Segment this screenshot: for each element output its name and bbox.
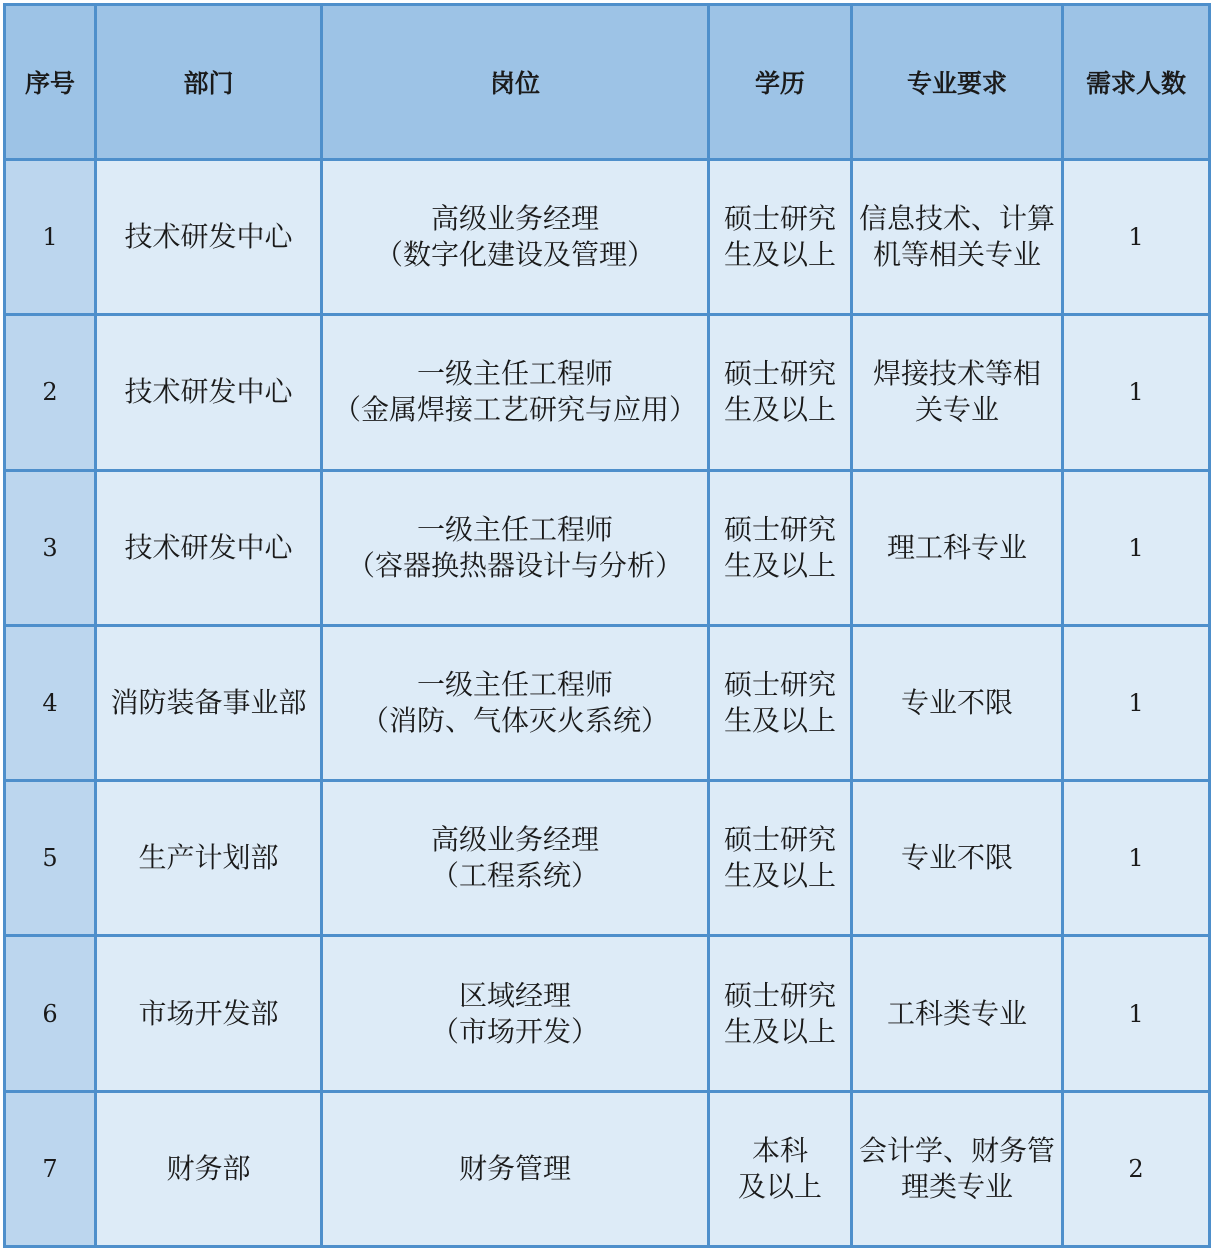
position-title: 财务管理 [458,1151,571,1185]
cell-department: 财务部 [96,1091,322,1246]
education-line-2: 生及以上 [723,703,836,737]
major-line-1: 专业不限 [900,685,1013,719]
cell-count: 1 [1063,936,1210,1091]
education-line-1: 本科 [751,1133,808,1167]
major-line-1: 工科类专业 [886,996,1027,1030]
major-line-2: 关专业 [914,393,999,427]
table-header-row [5,5,1210,160]
cell-position [322,936,709,1091]
cell-index: 7 [5,1091,96,1246]
education-line-2: 生及以上 [723,393,836,427]
major-line-2: 机等相关专业 [872,238,1041,272]
table-row [5,1091,1210,1246]
cell-count: 2 [1063,1091,1210,1246]
major-line-1: 理工科专业 [886,530,1027,564]
recruitment-table [3,3,1211,1248]
cell-department: 消防装备事业部 [96,625,322,780]
cell-index: 4 [5,625,96,780]
cell-department: 技术研发中心 [96,160,322,315]
cell-department: 技术研发中心 [96,315,322,470]
header-position: 岗位 [322,5,709,160]
major-line-1: 焊接技术等相 [872,357,1041,391]
position-title: 高级业务经理 [430,823,599,857]
cell-education [709,936,852,1091]
education-line-1: 硕士研究 [723,357,836,391]
header-department: 部门 [96,5,322,160]
header-education: 学历 [709,5,852,160]
cell-index: 5 [5,781,96,936]
major-line-1: 会计学、财务管 [858,1133,1055,1167]
position-title: 一级主任工程师 [416,667,613,701]
cell-position [322,470,709,625]
cell-education [709,781,852,936]
cell-position [322,625,709,780]
cell-count: 1 [1063,315,1210,470]
cell-education [709,315,852,470]
education-line-2: 生及以上 [723,859,836,893]
table-row [5,470,1210,625]
position-detail: （容器换热器设计与分析） [346,548,683,582]
position-title: 一级主任工程师 [416,512,613,546]
cell-count: 1 [1063,160,1210,315]
education-line-2: 生及以上 [723,238,836,272]
education-line-1: 硕士研究 [723,667,836,701]
position-detail: （数字化建设及管理） [374,238,655,272]
position-detail: （消防、气体灭火系统） [360,703,669,737]
cell-position [322,781,709,936]
cell-major [852,470,1063,625]
cell-department: 技术研发中心 [96,470,322,625]
cell-count: 1 [1063,781,1210,936]
cell-major [852,315,1063,470]
major-line-2: 理类专业 [900,1169,1013,1203]
cell-department: 市场开发部 [96,936,322,1091]
cell-education [709,625,852,780]
table-row [5,160,1210,315]
education-line-2: 及以上 [737,1169,822,1203]
education-line-2: 生及以上 [723,1014,836,1048]
table-row [5,781,1210,936]
cell-department: 生产计划部 [96,781,322,936]
cell-major [852,781,1063,936]
table-row [5,625,1210,780]
major-line-1: 专业不限 [900,841,1013,875]
cell-count: 1 [1063,625,1210,780]
position-title: 区域经理 [458,978,571,1012]
table-body [5,160,1210,1247]
cell-index: 3 [5,470,96,625]
position-detail: （工程系统） [430,859,599,893]
position-detail: （市场开发） [430,1014,599,1048]
cell-education [709,1091,852,1246]
cell-position [322,160,709,315]
cell-major [852,936,1063,1091]
education-line-1: 硕士研究 [723,512,836,546]
position-detail: （金属焊接工艺研究与应用） [332,393,697,427]
cell-index: 2 [5,315,96,470]
education-line-2: 生及以上 [723,548,836,582]
education-line-1: 硕士研究 [723,978,836,1012]
cell-major [852,160,1063,315]
education-line-1: 硕士研究 [723,202,836,236]
position-title: 一级主任工程师 [416,357,613,391]
header-index: 序号 [5,5,96,160]
education-line-1: 硕士研究 [723,823,836,857]
table-row [5,315,1210,470]
header-major: 专业要求 [852,5,1063,160]
header-count: 需求人数 [1063,5,1210,160]
cell-major [852,625,1063,780]
cell-position [322,1091,709,1246]
major-line-1: 信息技术、计算 [858,202,1055,236]
cell-count: 1 [1063,470,1210,625]
position-title: 高级业务经理 [430,202,599,236]
cell-major [852,1091,1063,1246]
cell-education [709,160,852,315]
table-row [5,936,1210,1091]
cell-index: 6 [5,936,96,1091]
cell-education [709,470,852,625]
cell-index: 1 [5,160,96,315]
cell-position [322,315,709,470]
